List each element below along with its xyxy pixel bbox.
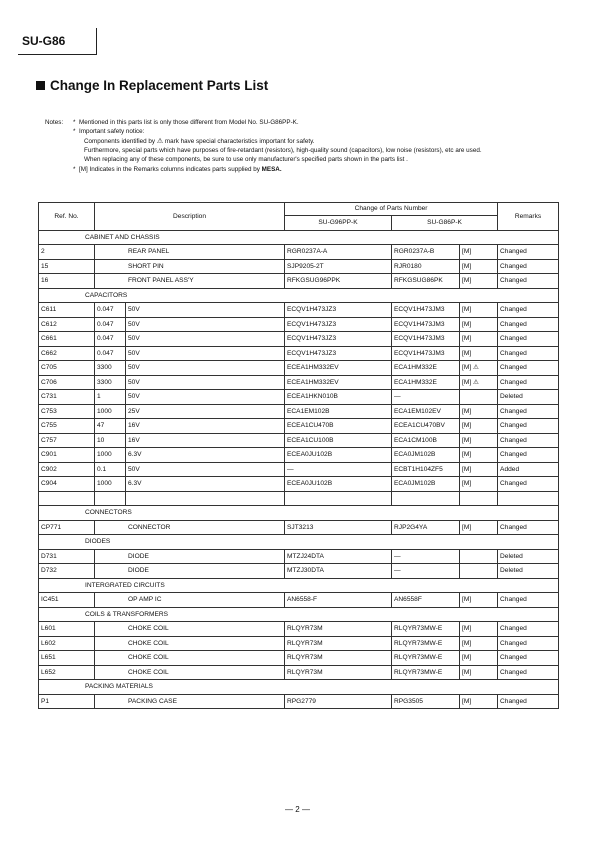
new-part-number-cell: RLQYR73MW-E	[392, 636, 460, 651]
old-part-number-cell: RFKGSUG96PPK	[285, 274, 392, 289]
voltage-cell: 16V	[126, 433, 285, 448]
supply-mark-cell	[460, 390, 498, 405]
supply-mark-cell	[460, 245, 498, 260]
table-row	[39, 361, 559, 376]
empty-cell	[126, 491, 285, 506]
capacitance-cell: 47	[95, 419, 126, 434]
section-title: INTERGRATED CIRCUITS	[39, 578, 285, 593]
header-ref-no: Ref. No.	[39, 203, 95, 231]
header-change-of-parts: Change of Parts Number	[285, 203, 498, 216]
model-number: SU-G86	[22, 34, 66, 48]
supply-mark-cell	[460, 332, 498, 347]
supply-mark-cell	[460, 303, 498, 318]
supply-mark: [M]	[462, 262, 472, 270]
new-part-number-cell: —	[392, 564, 460, 579]
table-row	[39, 404, 559, 419]
description-cell: CHOKE COIL	[95, 622, 285, 637]
section-filler	[285, 288, 559, 303]
table-row	[39, 520, 559, 535]
ref-no-cell: C662	[39, 346, 95, 361]
section-title: CONNECTORS	[39, 506, 285, 521]
empty-cell	[95, 491, 126, 506]
new-part-number-cell: ECA1HM332E	[392, 361, 460, 376]
remarks-cell: Changed	[498, 404, 559, 419]
page-title: Change In Replacement Parts List	[50, 78, 269, 93]
table-row	[39, 433, 559, 448]
supply-mark: [M]	[462, 349, 472, 357]
section-row	[39, 607, 559, 622]
remarks-cell: Changed	[498, 361, 559, 376]
supply-mark: [M]	[462, 436, 472, 444]
supply-mark-cell	[460, 477, 498, 492]
remarks-cell: Deleted	[498, 564, 559, 579]
table-row	[39, 665, 559, 680]
supply-mark: [M]	[462, 625, 472, 633]
supply-mark: [M]	[462, 451, 472, 459]
supply-mark-cell	[460, 317, 498, 332]
old-part-number-cell: RGR0237A-A	[285, 245, 392, 260]
remarks-cell: Changed	[498, 332, 559, 347]
section-filler	[285, 506, 559, 521]
page-number: — 2 —	[285, 805, 310, 814]
capacitance-cell: 0.047	[95, 303, 126, 318]
capacitance-cell: 0.047	[95, 332, 126, 347]
warning-triangle-icon: ⚠	[471, 364, 479, 372]
remarks-cell: Changed	[498, 477, 559, 492]
supply-mark: [M]	[462, 654, 472, 662]
new-part-number-cell: ECA1EM102EV	[392, 404, 460, 419]
supply-mark-cell	[460, 419, 498, 434]
supply-mark-cell	[460, 259, 498, 274]
spacer-row	[39, 491, 559, 506]
new-part-number-cell: ECA1HM332E	[392, 375, 460, 390]
old-part-number-cell: ECEA0JU102B	[285, 448, 392, 463]
capacitance-cell: 0.1	[95, 462, 126, 477]
table-row	[39, 549, 559, 564]
old-part-number-cell: ECEA0JU102B	[285, 477, 392, 492]
table-row	[39, 462, 559, 477]
supply-mark-cell	[460, 665, 498, 680]
new-part-number-cell: RLQYR73MW-E	[392, 665, 460, 680]
supply-mark: [M]	[462, 422, 472, 430]
old-part-number-cell: —	[285, 462, 392, 477]
supply-mark: [M]	[462, 480, 472, 488]
empty-cell	[498, 491, 559, 506]
new-part-number-cell: —	[392, 390, 460, 405]
table-row	[39, 390, 559, 405]
table-row	[39, 332, 559, 347]
section-title: PACKING MATERIALS	[39, 680, 285, 695]
ref-no-cell: L651	[39, 651, 95, 666]
header-remarks: Remarks	[498, 203, 559, 231]
old-part-number-cell: ECQV1H473JZ3	[285, 346, 392, 361]
description-cell: CONNECTOR	[95, 520, 285, 535]
table-row	[39, 636, 559, 651]
capacitance-cell: 1000	[95, 477, 126, 492]
old-part-number-cell: ECEA1CU470B	[285, 419, 392, 434]
old-part-number-cell: ECEA1HKN010B	[285, 390, 392, 405]
parts-table	[38, 202, 559, 709]
description-cell: CHOKE COIL	[95, 651, 285, 666]
ref-no-cell: IC451	[39, 593, 95, 608]
supply-mark-cell	[460, 433, 498, 448]
model-rule-vertical	[96, 28, 97, 55]
warning-triangle-icon: ⚠	[471, 378, 479, 386]
supply-mark: [M]	[462, 320, 472, 328]
empty-cell	[392, 491, 460, 506]
supply-mark: [M]	[462, 248, 472, 256]
remarks-cell: Changed	[498, 651, 559, 666]
description-cell: CHOKE COIL	[95, 636, 285, 651]
supply-mark: [M]	[462, 596, 472, 604]
section-filler	[285, 607, 559, 622]
description-cell: FRONT PANEL ASS'Y	[95, 274, 285, 289]
ref-no-cell: 16	[39, 274, 95, 289]
old-part-number-cell: RLQYR73M	[285, 622, 392, 637]
remarks-cell: Changed	[498, 636, 559, 651]
table-row	[39, 317, 559, 332]
supply-mark-cell	[460, 549, 498, 564]
supply-mark: [M]	[462, 697, 472, 705]
supply-mark-cell	[460, 274, 498, 289]
section-row	[39, 535, 559, 550]
ref-no-cell: D731	[39, 549, 95, 564]
new-part-number-cell: RFKGSUG86PK	[392, 274, 460, 289]
table-row	[39, 477, 559, 492]
table-row	[39, 448, 559, 463]
supply-mark-cell	[460, 448, 498, 463]
remarks-cell: Changed	[498, 259, 559, 274]
voltage-cell: 6.3V	[126, 477, 285, 492]
supply-mark-cell	[460, 346, 498, 361]
capacitance-cell: 1000	[95, 448, 126, 463]
section-filler	[285, 680, 559, 695]
empty-cell	[39, 491, 95, 506]
table-body	[39, 230, 559, 709]
voltage-cell: 16V	[126, 419, 285, 434]
remarks-cell: Deleted	[498, 549, 559, 564]
voltage-cell: 6.3V	[126, 448, 285, 463]
voltage-cell: 50V	[126, 332, 285, 347]
remarks-cell: Changed	[498, 245, 559, 260]
table-header	[39, 203, 559, 231]
old-part-number-cell: ECEA1CU100B	[285, 433, 392, 448]
supply-mark: [M]	[462, 465, 472, 473]
ref-no-cell: C706	[39, 375, 95, 390]
supply-mark-cell	[460, 520, 498, 535]
old-part-number-cell: SJT3213	[285, 520, 392, 535]
old-part-number-cell: RLQYR73M	[285, 636, 392, 651]
supply-mark: [M]	[462, 378, 472, 386]
description-cell: OP AMP IC	[95, 593, 285, 608]
new-part-number-cell: RGR0237A-B	[392, 245, 460, 260]
description-cell: REAR PANEL	[95, 245, 285, 260]
section-title: COILS & TRANSFORMERS	[39, 607, 285, 622]
note-line-5: When replacing any of these components, be sure to use only manufacturer's specified parts shown in the parts list .	[84, 156, 408, 164]
empty-cell	[460, 491, 498, 506]
supply-mark: [M]	[462, 364, 472, 372]
table-row	[39, 564, 559, 579]
remarks-cell: Changed	[498, 622, 559, 637]
supply-mark-cell	[460, 375, 498, 390]
table-row	[39, 622, 559, 637]
header-to-model: SU-G86P-K	[392, 216, 498, 231]
description-cell: PACKING CASE	[95, 694, 285, 709]
remarks-cell: Changed	[498, 317, 559, 332]
voltage-cell: 50V	[126, 390, 285, 405]
ref-no-cell: L601	[39, 622, 95, 637]
capacitance-cell: 3300	[95, 375, 126, 390]
table-row	[39, 375, 559, 390]
remarks-cell: Changed	[498, 665, 559, 680]
new-part-number-cell: ECBT1H104ZF5	[392, 462, 460, 477]
description-cell: DIODE	[95, 549, 285, 564]
table-row	[39, 303, 559, 318]
supply-mark: [M]	[462, 306, 472, 314]
voltage-cell: 50V	[126, 303, 285, 318]
supply-mark-cell	[460, 636, 498, 651]
ref-no-cell: C757	[39, 433, 95, 448]
new-part-number-cell: RJP2G4YA	[392, 520, 460, 535]
header-description: Description	[95, 203, 285, 231]
voltage-cell: 50V	[126, 361, 285, 376]
table-row	[39, 245, 559, 260]
supply-mark: [M]	[462, 407, 472, 415]
notes-label: Notes:	[45, 119, 64, 126]
section-row	[39, 680, 559, 695]
model-rule-horizontal	[18, 54, 96, 55]
voltage-cell: 50V	[126, 317, 285, 332]
section-row	[39, 288, 559, 303]
old-part-number-cell: ECEA1HM332EV	[285, 375, 392, 390]
new-part-number-cell: RLQYR73MW-E	[392, 651, 460, 666]
old-part-number-cell: MTZJ24DTA	[285, 549, 392, 564]
note-line-3: Components identified by ⚠ mark have special characteristics important for safety.	[84, 137, 315, 145]
table-row	[39, 346, 559, 361]
remarks-cell: Changed	[498, 520, 559, 535]
ref-no-cell: D732	[39, 564, 95, 579]
new-part-number-cell: ECQV1H473JM3	[392, 317, 460, 332]
new-part-number-cell: —	[392, 549, 460, 564]
ref-no-cell: P1	[39, 694, 95, 709]
ref-no-cell: C705	[39, 361, 95, 376]
supply-mark-cell	[460, 694, 498, 709]
old-part-number-cell: RLQYR73M	[285, 665, 392, 680]
voltage-cell: 25V	[126, 404, 285, 419]
remarks-cell: Changed	[498, 433, 559, 448]
old-part-number-cell: ECQV1H473JZ3	[285, 303, 392, 318]
remarks-cell: Changed	[498, 694, 559, 709]
section-row	[39, 578, 559, 593]
supply-mark-cell	[460, 361, 498, 376]
section-filler	[285, 230, 559, 245]
ref-no-cell: 15	[39, 259, 95, 274]
ref-no-cell: C904	[39, 477, 95, 492]
remarks-cell: Changed	[498, 303, 559, 318]
new-part-number-cell: AN6558F	[392, 593, 460, 608]
section-filler	[285, 578, 559, 593]
table-row	[39, 259, 559, 274]
ref-no-cell: L652	[39, 665, 95, 680]
capacitance-cell: 0.047	[95, 346, 126, 361]
old-part-number-cell: ECQV1H473JZ3	[285, 332, 392, 347]
supply-mark-cell	[460, 622, 498, 637]
supply-mark: [M]	[462, 277, 472, 285]
ref-no-cell: 2	[39, 245, 95, 260]
old-part-number-cell: ECQV1H473JZ3	[285, 317, 392, 332]
warning-triangle-icon: ⚠	[156, 137, 164, 145]
old-part-number-cell: ECA1EM102B	[285, 404, 392, 419]
remarks-cell: Changed	[498, 419, 559, 434]
remarks-cell: Changed	[498, 448, 559, 463]
new-part-number-cell: ECA0JM102B	[392, 477, 460, 492]
ref-no-cell: C753	[39, 404, 95, 419]
remarks-cell: Changed	[498, 346, 559, 361]
supply-mark: [M]	[462, 668, 472, 676]
table-row	[39, 593, 559, 608]
new-part-number-cell: RLQYR73MW-E	[392, 622, 460, 637]
heading-square-icon	[36, 81, 45, 90]
section-title: DIODES	[39, 535, 285, 550]
new-part-number-cell: ECQV1H473JM3	[392, 332, 460, 347]
empty-cell	[285, 491, 392, 506]
ref-no-cell: C611	[39, 303, 95, 318]
new-part-number-cell: RJR0180	[392, 259, 460, 274]
new-part-number-cell: ECA0JM102B	[392, 448, 460, 463]
section-title: CAPACITORS	[39, 288, 285, 303]
old-part-number-cell: MTZJ30DTA	[285, 564, 392, 579]
page-heading	[36, 78, 268, 93]
old-part-number-cell: SJP9205-2T	[285, 259, 392, 274]
supply-mark-cell	[460, 564, 498, 579]
ref-no-cell: CP771	[39, 520, 95, 535]
supply-mark-cell	[460, 404, 498, 419]
remarks-cell: Added	[498, 462, 559, 477]
remarks-cell: Deleted	[498, 390, 559, 405]
section-filler	[285, 535, 559, 550]
capacitance-cell: 1	[95, 390, 126, 405]
supply-mark: [M]	[462, 639, 472, 647]
capacitance-cell: 3300	[95, 361, 126, 376]
ref-no-cell: L602	[39, 636, 95, 651]
new-part-number-cell: ECEA1CU470BV	[392, 419, 460, 434]
section-row	[39, 506, 559, 521]
header-from-model: SU-G96PP-K	[285, 216, 392, 231]
note-line-6: * [M] Indicates in the Remarks columns indicates parts supplied by MESA.	[73, 165, 282, 173]
supply-mark: [M]	[462, 335, 472, 343]
description-cell: CHOKE COIL	[95, 665, 285, 680]
note-line-1: * Mentioned in this parts list is only those different from Model No. SU-G86PP-K.	[73, 119, 299, 126]
old-part-number-cell: ECEA1HM332EV	[285, 361, 392, 376]
table-row	[39, 274, 559, 289]
capacitance-cell: 0.047	[95, 317, 126, 332]
supply-mark-cell	[460, 462, 498, 477]
table-row	[39, 651, 559, 666]
ref-no-cell: C901	[39, 448, 95, 463]
supply-mark-cell	[460, 593, 498, 608]
remarks-cell: Changed	[498, 274, 559, 289]
voltage-cell: 50V	[126, 375, 285, 390]
new-part-number-cell: RPG3505	[392, 694, 460, 709]
remarks-cell: Changed	[498, 375, 559, 390]
new-part-number-cell: ECQV1H473JM3	[392, 346, 460, 361]
section-title: CABINET AND CHASSIS	[39, 230, 285, 245]
new-part-number-cell: ECA1CM100B	[392, 433, 460, 448]
note-line-2: * Important safety notice:	[73, 128, 145, 136]
description-cell: DIODE	[95, 564, 285, 579]
new-part-number-cell: ECQV1H473JM3	[392, 303, 460, 318]
ref-no-cell: C661	[39, 332, 95, 347]
ref-no-cell: C755	[39, 419, 95, 434]
old-part-number-cell: RLQYR73M	[285, 651, 392, 666]
ref-no-cell: C902	[39, 462, 95, 477]
remarks-cell: Changed	[498, 593, 559, 608]
table-row	[39, 694, 559, 709]
section-row	[39, 230, 559, 245]
ref-no-cell: C612	[39, 317, 95, 332]
voltage-cell: 50V	[126, 346, 285, 361]
description-cell: SHORT PIN	[95, 259, 285, 274]
old-part-number-cell: RPG2779	[285, 694, 392, 709]
capacitance-cell: 10	[95, 433, 126, 448]
ref-no-cell: C731	[39, 390, 95, 405]
old-part-number-cell: AN6558-F	[285, 593, 392, 608]
supply-mark-cell	[460, 651, 498, 666]
supply-mark: [M]	[462, 523, 472, 531]
table-row	[39, 419, 559, 434]
note-line-4: Furthermore, special parts which have purposes of fire-retardant (resistors), high-quality sound (capacitors), low noise (resistors), etc are used.	[84, 146, 482, 154]
voltage-cell: 50V	[126, 462, 285, 477]
capacitance-cell: 1000	[95, 404, 126, 419]
